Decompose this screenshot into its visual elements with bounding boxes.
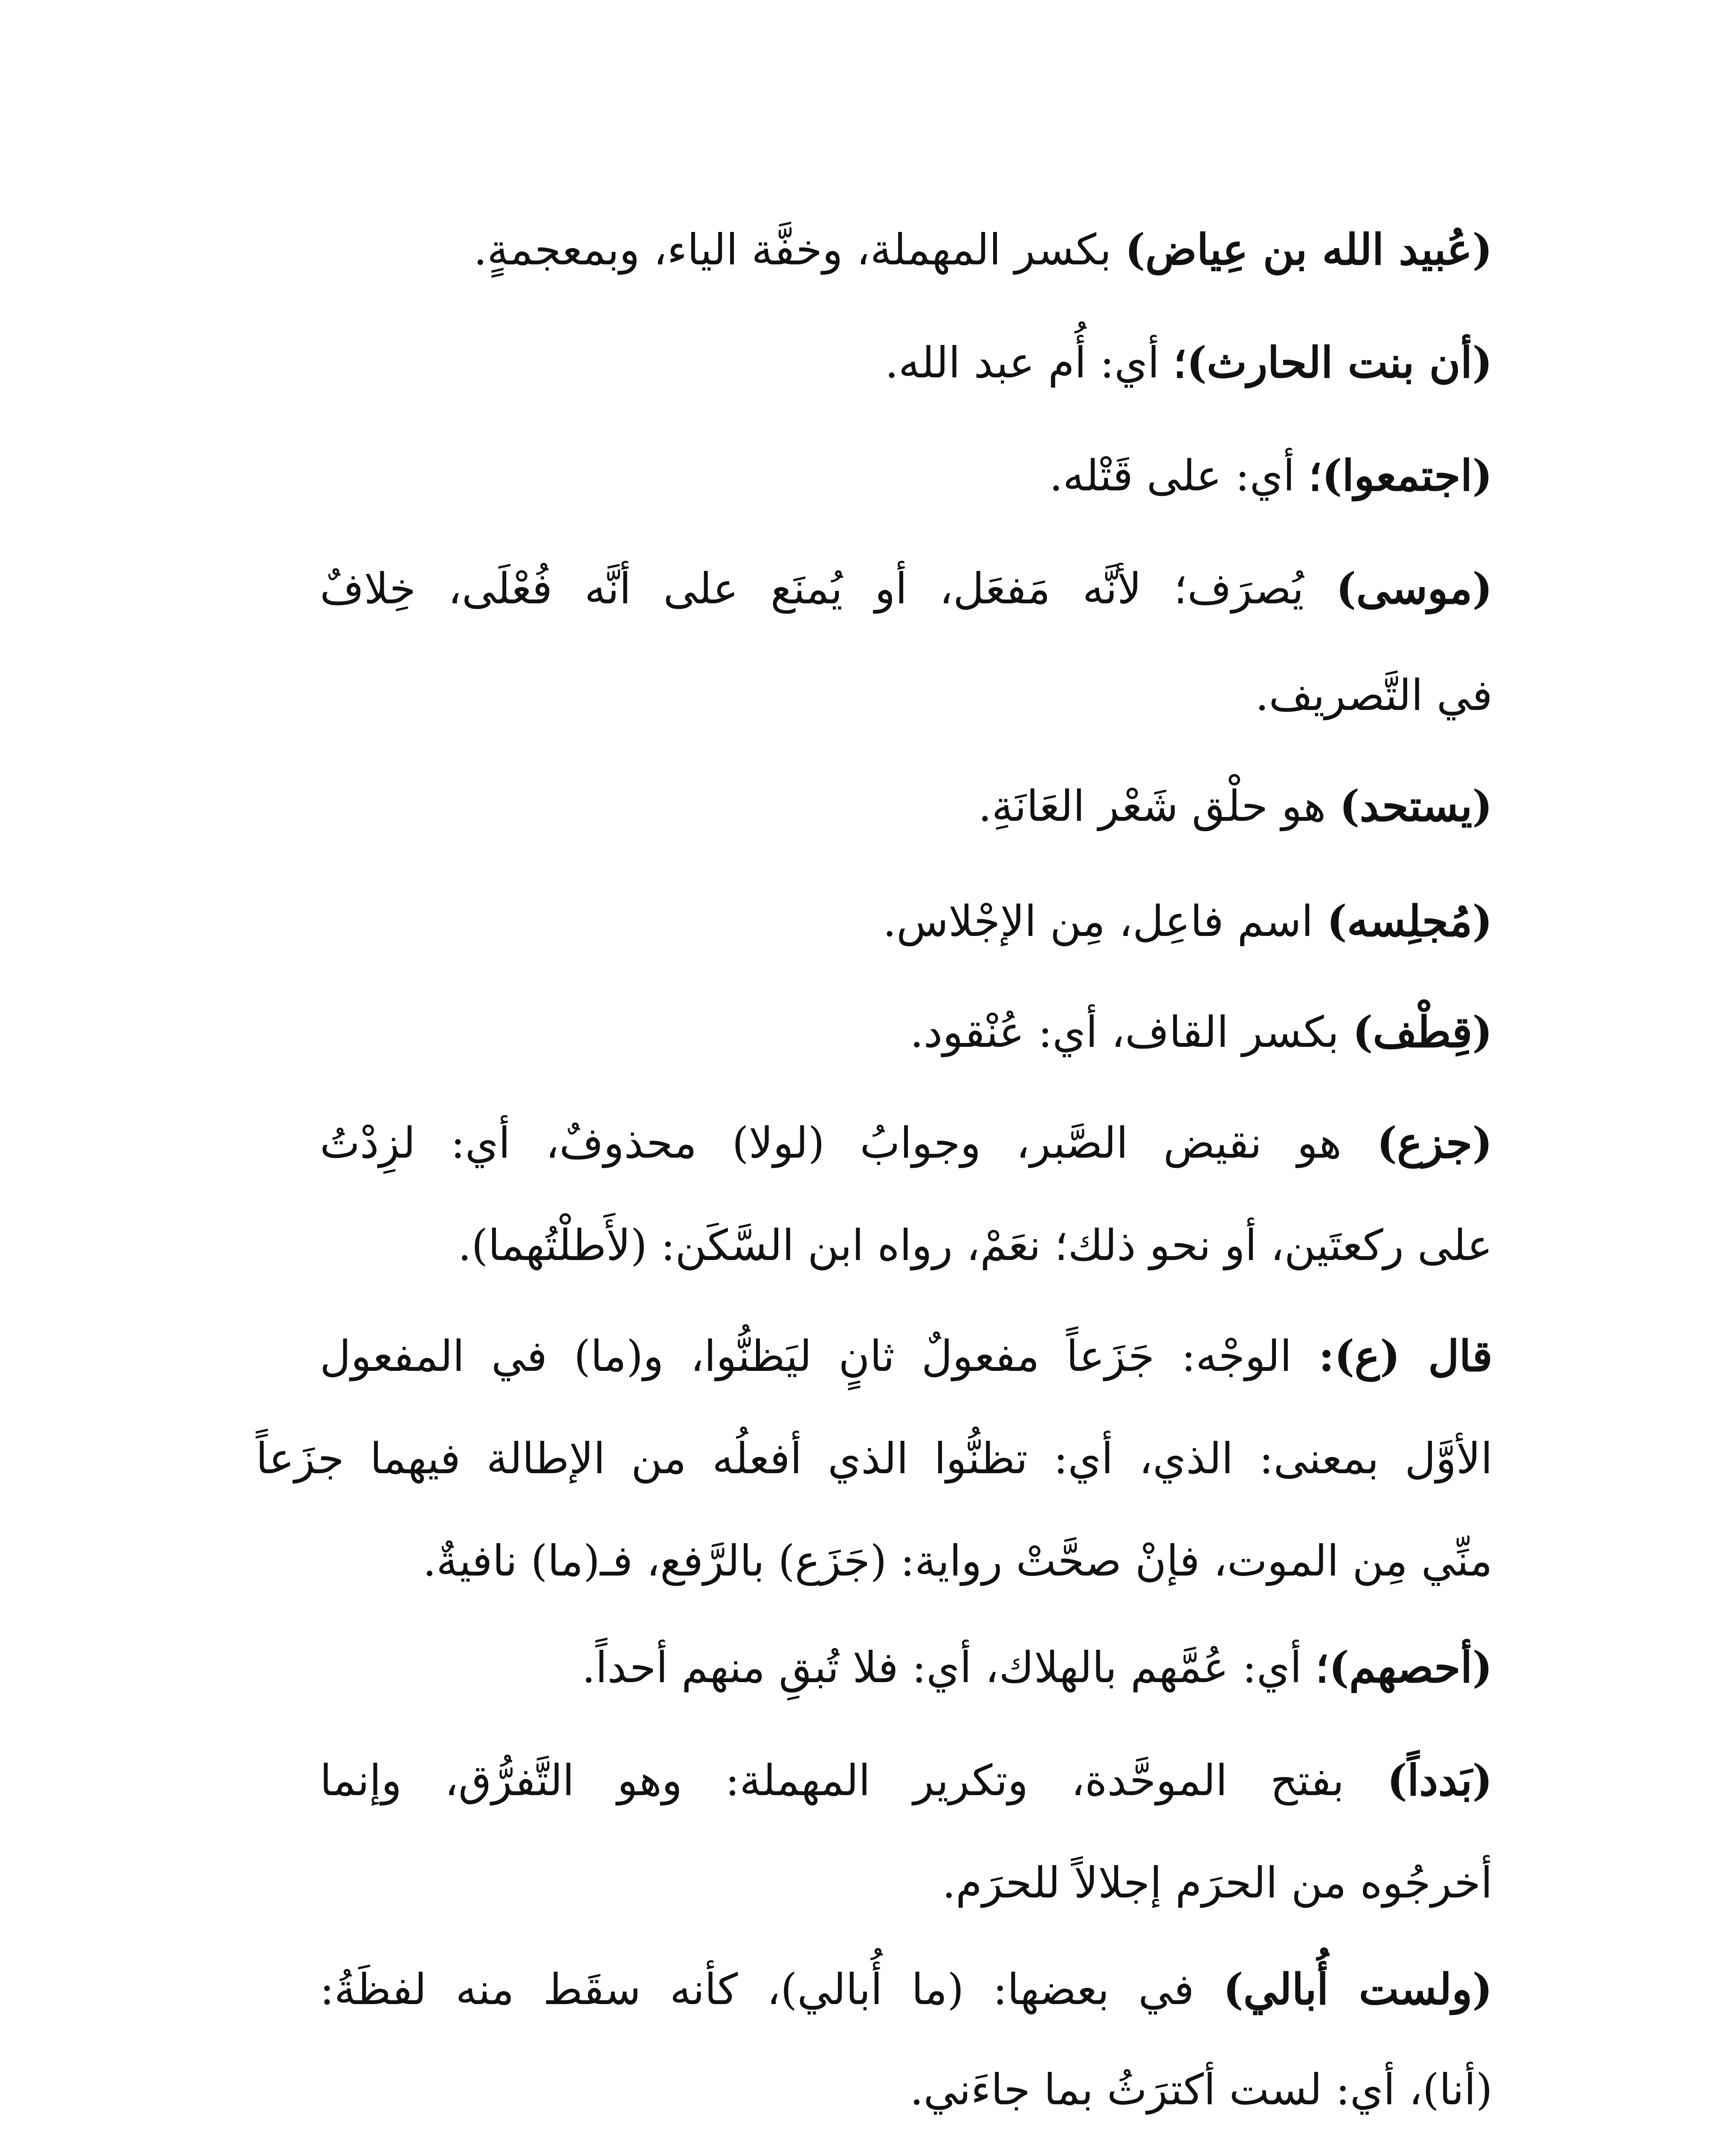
- text-line: [320, 1625, 1493, 1710]
- line-text: أخرجُوه من الحرَم إجلالاً للحرَم.: [942, 1858, 1493, 1908]
- text-line: [320, 1947, 1493, 2032]
- text-line: [256, 1518, 1493, 1604]
- text-line: [320, 878, 1493, 964]
- text-line: [320, 1313, 1493, 1399]
- line-text: أي: على قَتْله.: [1049, 451, 1309, 501]
- keyword: (بَدداً): [1387, 1755, 1493, 1805]
- text-line: [320, 1100, 1493, 1186]
- text-line: [320, 320, 1493, 406]
- text-line: [256, 2047, 1493, 2132]
- line-text: أي: أُم عبد الله.: [885, 338, 1173, 388]
- keyword: (جزع): [1377, 1118, 1493, 1168]
- line-text: هو نقيض الصَّبر، وجوابُ (لولا) محذوفٌ، أي: لزِدْتُ: [320, 1118, 1377, 1168]
- text-block: [256, 0, 1493, 2132]
- text-line: [256, 652, 1493, 738]
- line-text: في بعضها: (ما أُبالي)، كأنه سقَط منه لفظَةُ:: [320, 1964, 1223, 2014]
- line-text: اسم فاعِل، مِن الإجْلاس.: [883, 896, 1327, 946]
- text-line: [256, 1416, 1493, 1501]
- line-text: بكسر القاف، أي: عُنْقود.: [910, 1007, 1353, 1057]
- text-line: [320, 763, 1493, 849]
- keyword: (ولست أُبالي): [1223, 1964, 1493, 2014]
- line-text: يُصرَف؛ لأنَّه مَفعَل، أو يُمنَع على أنَّه فُعْلَى، خِلافٌ: [320, 564, 1336, 614]
- keyword: (أن بنت الحارث)؛: [1173, 337, 1493, 388]
- keyword: قال (ع):: [1319, 1331, 1493, 1381]
- keyword: (عُبيد الله بن عِياض): [1125, 224, 1493, 275]
- line-text: بكسر المهملة، وخفَّة الياء، وبمعجمةٍ.: [473, 225, 1125, 275]
- line-text: منِّي مِن الموت، فإنْ صحَّتْ رواية: (جَزَع) بالرَّفع، فـ(ما) نافيةٌ.: [423, 1536, 1493, 1586]
- line-text: أي: عُمَّهم بالهلاك، أي: فلا تُبقِ منهم أحداً.: [582, 1642, 1316, 1692]
- keyword: (مُجلِسه): [1327, 896, 1493, 946]
- keyword: (قِطْف): [1353, 1007, 1493, 1057]
- keyword: (اجتمعوا)؛: [1308, 450, 1493, 501]
- line-text: في التَّصريف.: [1255, 670, 1493, 720]
- keyword: (موسى): [1336, 563, 1493, 614]
- text-line: [320, 1738, 1493, 1823]
- line-text: (أنا)، أي: لست أكترَثُ بما جاءَني.: [910, 2065, 1493, 2115]
- keyword: (يستحد): [1339, 781, 1493, 831]
- text-line: [320, 546, 1493, 631]
- line-text: الوجْه: جَزَعاً مفعولٌ ثانٍ ليَظنُّوا، و(ما) في المفعول: [320, 1331, 1319, 1381]
- line-text: بفتح الموحَّدة، وتكرير المهملة: وهو التَّفرُّق، وإنما: [320, 1755, 1387, 1805]
- line-text: هو حلْق شَعْر العَانَةِ.: [978, 781, 1340, 831]
- text-line: [256, 1840, 1493, 1926]
- text-line: [256, 1202, 1493, 1288]
- text-line: [320, 207, 1493, 293]
- line-text: على ركعتَين، أو نحو ذلك؛ نعَمْ، رواه ابن السَّكَن: (لأَطلْتُهما).: [458, 1220, 1493, 1270]
- keyword: (أحصهم)؛: [1315, 1642, 1493, 1692]
- text-line: [320, 989, 1493, 1075]
- line-text: الأوَّل بمعنى: الذي، أي: تظنُّوا الذي أفعلُه من الإطالة فيهما جزَعاً: [256, 1434, 1493, 1483]
- text-line: [320, 433, 1493, 519]
